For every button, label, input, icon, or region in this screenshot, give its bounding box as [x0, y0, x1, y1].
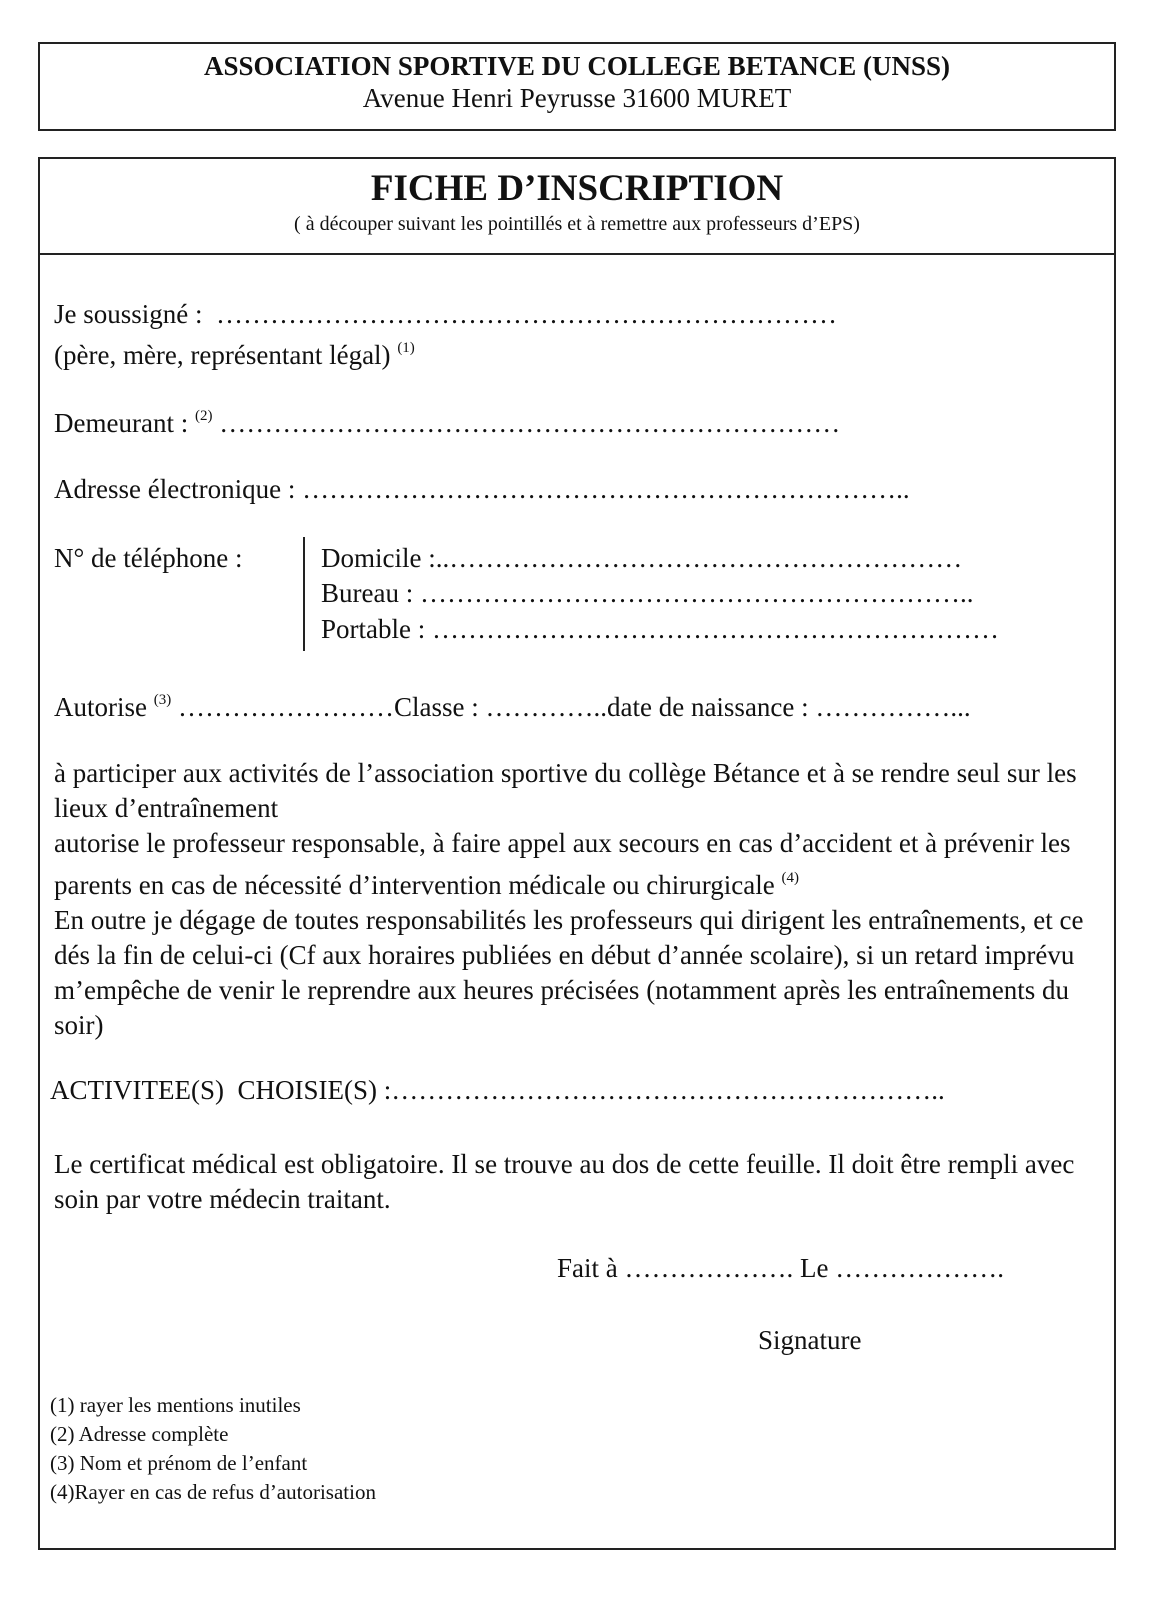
demeurant-field[interactable]: ……………………………………………………………: [219, 408, 841, 438]
footnote-ref-4: (4): [781, 870, 799, 886]
birthdate-label: date de naissance :: [606, 692, 809, 722]
signature-label: Signature: [758, 1325, 862, 1355]
organization-name: ASSOCIATION SPORTIVE DU COLLEGE BETANCE (UNSS): [204, 51, 950, 81]
phone-bureau-label: Bureau :: [321, 578, 414, 608]
footnote-1: (1) rayer les mentions inutiles: [50, 1393, 301, 1417]
birthdate-field[interactable]: ……………...: [815, 692, 971, 722]
footnote-2: (2) Adresse complète: [50, 1422, 229, 1446]
medical-certificate-note: Le certificat médical est obligatoire. Il se trouve au dos de cette feuille. Il doit être rempli avec soin par votre médecin traitant.: [54, 1149, 1075, 1214]
soussigne-field[interactable]: ……………………………………………………………: [216, 299, 837, 329]
header-box: [38, 42, 1116, 131]
phone-portable-label: Portable :: [321, 614, 426, 644]
fait-label: Fait à: [557, 1253, 618, 1283]
date-field[interactable]: ……………….: [835, 1253, 1004, 1283]
authorization-text: [54, 756, 1104, 1043]
phone-portable-line: [321, 613, 999, 645]
soussigne-line: [54, 298, 837, 330]
date-label: Le: [800, 1253, 829, 1283]
footnotes: [50, 1391, 376, 1507]
activities-label: ACTIVITEE(S) CHOISIE(S) :: [50, 1075, 392, 1105]
soussigne-note-line: [54, 332, 415, 371]
demeurant-label: Demeurant :: [54, 408, 189, 438]
registration-form: [38, 157, 1116, 1550]
phone-divider: [303, 537, 305, 651]
activities-line: [50, 1074, 945, 1106]
phone-domicile-label: Domicile :: [321, 543, 436, 573]
soussigne-note: (père, mère, représentant légal): [54, 340, 391, 370]
footnote-ref-1: (1): [397, 340, 415, 356]
place-field[interactable]: ……………….: [624, 1253, 794, 1283]
phone-label: N° de téléphone :: [54, 543, 243, 573]
demeurant-line: [54, 400, 840, 439]
autorise-label: Autorise: [54, 692, 147, 722]
child-name-field[interactable]: ……………………: [177, 692, 394, 722]
email-field[interactable]: …………………………………………………………..: [302, 474, 910, 504]
phone-domicile-field[interactable]: ..…………………………………………………: [435, 543, 963, 573]
organization-address: Avenue Henri Peyrusse 31600 MURET: [362, 83, 792, 113]
footnote-ref-3: (3): [153, 692, 172, 708]
email-label: Adresse électronique :: [54, 474, 296, 504]
activities-field[interactable]: ……………………………………………………..: [391, 1075, 945, 1105]
title-band: [40, 159, 1114, 255]
footnote-3: (3) Nom et prénom de l’enfant: [50, 1451, 308, 1475]
email-line: [54, 473, 910, 505]
emergency-paragraph: [54, 826, 1104, 903]
footnote-4: (4)Rayer en cas de refus d’autorisation: [50, 1480, 376, 1504]
phone-portable-field[interactable]: ………………………………………………………: [431, 614, 999, 644]
phone-bureau-line: [321, 577, 973, 609]
classe-label: Classe :: [393, 692, 479, 722]
liability-paragraph: En outre je dégage de toutes responsabilités les professeurs qui dirigent les entraînements, et ce dés la fin de celui-ci (Cf aux horaires publiées en début d’année scolaire), si un retard imprévu m’empêche de venir le reprendre aux heures précisées (notamment après les entraînements du soir): [54, 905, 1084, 1040]
soussigne-label: Je soussigné :: [54, 299, 203, 329]
phone-bureau-field[interactable]: ……………………………………………………..: [419, 578, 974, 608]
classe-field[interactable]: …………..: [485, 692, 607, 722]
phone-domicile-line: [321, 542, 962, 574]
form-title: FICHE D’INSCRIPTION: [370, 168, 784, 209]
fait-line: [557, 1252, 1004, 1284]
emergency-text: autorise le professeur responsable, à faire appel aux secours en cas d’accident et à prévenir les parents en cas de nécessité d’intervention médicale ou chirurgicale: [54, 828, 1071, 900]
footnote-ref-2: (2): [194, 408, 213, 424]
participation-paragraph: à participer aux activités de l’association sportive du collège Bétance et à se rendre seul sur les lieux d’entraînement: [54, 758, 1077, 823]
form-subtitle: ( à découper suivant les pointillés et à remettre aux professeurs d’EPS): [294, 213, 860, 235]
autorise-line: [54, 684, 971, 723]
